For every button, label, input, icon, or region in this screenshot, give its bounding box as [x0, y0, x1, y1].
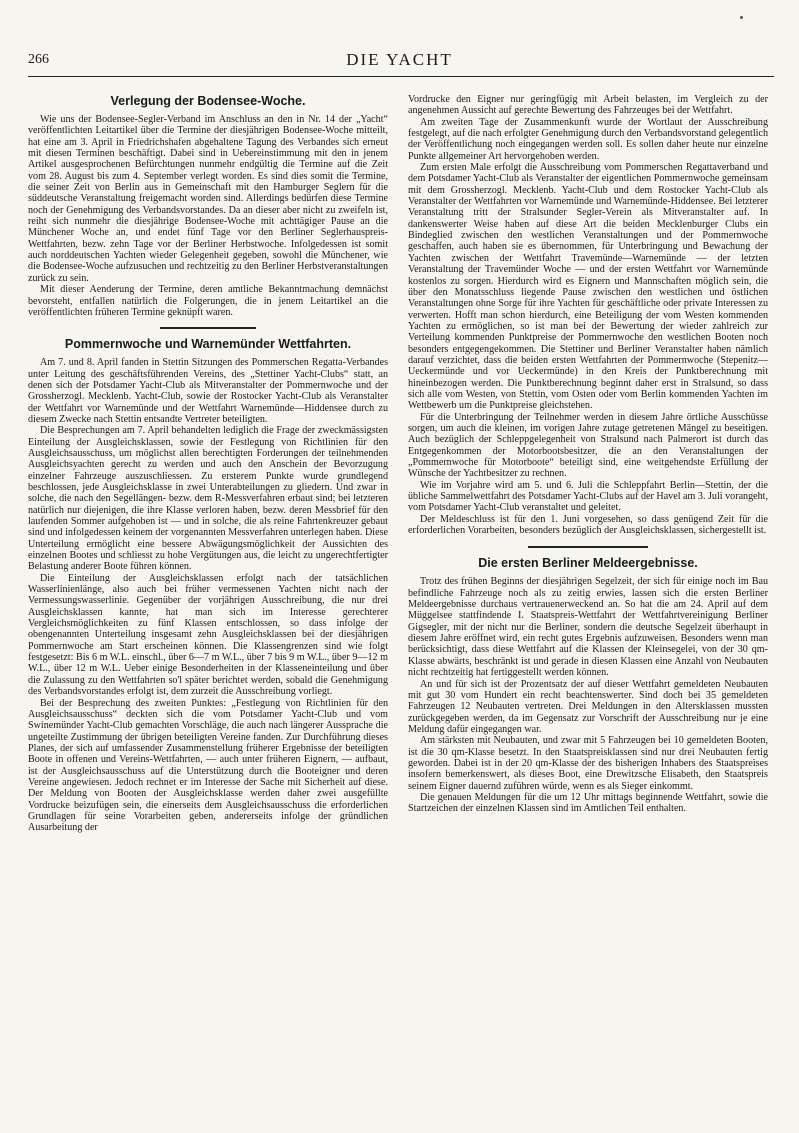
- journal-title: DIE YACHT: [346, 50, 453, 69]
- article-paragraph: Vordrucke den Eigner nur geringfügig mit Arbeit belasten, im Vergleich zu der angenehmen Aussicht auf gerechte Bewertung des Fahrzeuges bei der Wettfahrt.: [408, 94, 768, 117]
- article-title-pommernwoche: Pommernwoche und Warnemünder Wettfahrten.: [64, 337, 352, 352]
- article-paragraph: Am zweiten Tage der Zusammenkunft wurde der Wortlaut der Ausschreibung festgelegt, auf die nach erfolgter Genehmigung durch den Verbandsvorstand gelegentlich der Veröffentlichung noch eingegangen werden soll. Es sollen daher heute nur einzelne Punkte allgemeiner Art hervorgehoben werden.: [408, 116, 768, 162]
- article-paragraph: Für die Unterbringung der Teilnehmer werden in diesem Jahre örtliche Ausschüsse sorgen, um auch die kleinen, im vorigen Jahre zutage getretenen Mängel zu beseitigen. Auch bezüglich der Schleppgelegenheit von Stralsund nach Palmerort ist durch das Entgegenkommen der Motorbootsbesitzer, die an den Veranstaltungen der „Pommernwoche für Motorboote“ beteiligt sind, eine weitgehendste Erfüllung der Wünsche der Yachtbesitzer zu rechnen.: [408, 411, 768, 480]
- article-paragraph: Am stärksten mit Neubauten, und zwar mit 5 Fahrzeugen bei 10 gemeldeten Booten, ist die 30 qm-Klasse besetzt. In den Staatspreisklassen sind nur drei Neubauten fertig geworden. Dabei ist in der 20 qm-Klasse der des bisherigen Inhabers des Staatspreises insofern bemerkenswert, als dieses Boot, eine Drewitzsche Elisabeth, den Staatspreis seinem Eigner dauernd zuführen würde, wenn es als Sieger einkommt.: [408, 735, 768, 792]
- right-column: [408, 94, 768, 1124]
- article-paragraph: Wie uns der Bodensee-Segler-Verband im Anschluss an den in Nr. 14 der „Yacht“ veröffentlichten Leitartikel über die Termine der diesjährigen Bodensee-Woche mitteilt, hat eine am 3. April in Friedrichshafen abgehaltene Tagung des Verbandes sich erneut mit diesen Terminen beschäftigt. Dabei sind in Uebereinstimmung mit den in jenem Artikel ausgesprochenen Befürchtungen nunmehr endgültig die Termine auf die Zeit vom 28. August bis zum 4. September verlegt worden. Es sind dies somit die Termine, die seiner Zeit von Berlin aus in Gemeinschaft mit den Hamburger Seglern für die süddeutsche Veranstaltung freigemacht worden sind. Allerdings bedürfen diese Termine noch der Genehmigung des Verbandsvorstandes. Da an dieser aber nicht zu zweifeln ist, reiht sich nunmehr die diesjährige Bodensee-Woche mit achttägiger Pause an die Münchener Woche an, und endet fünf Tage vor den Berliner Seglerhauspreis-Wettfahrten, bezw. zehn Tage vor der Berliner Herbstwoche. Infolgedessen ist somit auch norddeutschen Yachten wieder Gelegenheit gegeben, sowohl die Münchener, wie die Bodensee-Woche aufzusuchen und rechtzeitig zu den Berliner Herbstveranstaltungen zurück zu sein.: [28, 114, 388, 284]
- print-speck: [740, 16, 743, 19]
- article-paragraph: Wie im Vorjahre wird am 5. und 6. Juli die Schleppfahrt Berlin—Stettin, der die übliche Sammelwettfahrt des Potsdamer Yacht-Clubs auf der Havel am 3. Juli vorangeht, vom Potsdamer Yacht-Club veranstaltet und geleitet.: [408, 479, 768, 514]
- article-paragraph: An und für sich ist der Prozentsatz der auf dieser Wettfahrt gemeldeten Neubauten mit gut 30 vom Hundert ein recht beachtenswerter. Sind doch bei 35 gemeldeten Fahrzeugen 12 Neubauten vertreten. Drei Meldungen in den Altersklassen mussten zurückgegeben werden, da im Gegensatz zur Vorschrift der Ausschreibung nur je eine Meldung dafür eingegangen war.: [408, 678, 768, 735]
- article-paragraph: Bei der Besprechung des zweiten Punktes: „Festlegung von Richtlinien für den Ausgleichsausschuss“ deckten sich die vom Potsdamer Yacht-Club und vom Swinemünder Yacht-Club gemachten Vorschläge, die auch nach längerer Aussprache die ungeteilte Zustimmung der übrigen beteiligten Vereine fanden. Zur Durchführung dieses Planes, der sich auf umfassender Zusammenstellung früherer Ergebnisse der beteiligten Boote in offenen und Vereins-Wettfahrten, — auch unter früheren Eignern, — aufbaut, ist der Ausgleichsausschuss auf die Unterstützung durch die Booteigner und deren Vereine angewiesen. Jedoch rechnet er im Interesse der Sache mit Sicherheit auf diese. Der Meldung von Booten der Ausgleichsklasse werden daher zwei ausgefüllte Vordrucke beizufügen sein, die einerseits dem Ausgleichsausschuss die erforderlichen Grundlagen für seine Vorarbeiten geben, andererseits infolge der gründlichen Ausarbeitung der: [28, 697, 388, 834]
- article-paragraph: Die Einteilung der Ausgleichsklassen erfolgt nach der tatsächlichen Wasserlinienlänge, also auch bei früher vermessenen Yachten nicht nach der Vermessungswasserlinie. Gegenüber der vorjährigen Ausschreibung, die nur drei Ausgleichsklassen kannte, hat man sich im Interesse gerechterer Vergleichsmöglichkeiten zu fünf Klassen entschlossen, so dass infolge der obengenannten Unterteilung insgesamt zehn Ausgleichsklassen bei der diesjährigen Pommernwoche am Start erscheinen können. Die Klassengrenzen sind wie folgt festgesetzt: Bis 6 m W.L. einschl., über 6—7 m W.L., über 7 bis 9 m W.L., über 9—12 m W.L., über 12 m W.L. Ueber einige Besonderheiten in der Klasseneinteilung und über die Zulassung zu den Wettfahrten so'l später berichtet werden, sobald die Genehmigung des Verbandsvorstandes erfolgt ist, dem zurzeit die Ausschreibung vorliegt.: [28, 572, 388, 698]
- page-number: 266: [28, 52, 49, 67]
- section-divider: [528, 546, 648, 548]
- article-title-meldeergebnisse: Die ersten Berliner Meldeergebnisse.: [478, 556, 698, 571]
- article-paragraph: Trotz des frühen Beginns der diesjährigen Segelzeit, der sich für einige noch im Bau befindliche Fahrzeuge noch als zu zeitig erwies, lassen sich die ersten Berliner Meldeergebnisse durchaus vertrauenerweckend an. So hat die am 24. April auf dem Müggelsee stattfindende I. Staatspreis-Wettfahrt der Wettfahrtvereinigung Berliner Gigsegler, mit der nicht nur die Berliner, sondern die deutsche Segelzeit überhaupt in diesem Jahre eröffnet wird, ein recht gutes Ergebnis aufzuweisen. Besonders wenn man berücksichtigt, dass diese Wettfahrt auf die Klassen der Kleinsegelei, von der 30 qm-Klasse abwärts, beschränkt ist und gerade in diesen Klassen eine Anzahl von Neubauten nicht rechtzeitig hat fertiggestellt werden können.: [408, 576, 768, 679]
- section-divider: [160, 327, 256, 329]
- article-paragraph: Der Meldeschluss ist für den 1. Juni vorgesehen, so dass genügend Zeit für die erforderlichen Vorarbeiten, besonders bezüglich der Ausgleichsklassen, sichergestellt ist.: [408, 513, 768, 537]
- article-paragraph: Die Besprechungen am 7. April behandelten lediglich die Frage der zweckmässigsten Einteilung der Ausgleichsklassen, sowie der Festlegung von Richtlinien für den Ausgleichsausschuss, um möglichst allen berechtigten Forderungen der teilnehmenden Ausgleichsyachten gerecht zu werden und auch den Anschein der Bevorzugung einzelner Fahrzeuge auszuschliessen. Zu ersterem Punkte wurde grundlegend beschlossen, jede Ausgleichsklasse in zwei Unterabteilungen zu gliedern. Und zwar in solche, die nach den Segellängen- bezw. dem R-Messverfahren erbaut sind; bei letzteren natürlich nur diejenigen, die ihre Klasse verloren haben, bezw. deren Messbrief für den laufenden Sommer aufgehoben ist — und in solche, die als reine Fahrtenkreuzer gebaut sind und infolgedessen keinem der vorgenannten Messverfahren unterlegen haben. Diese Unterteilung ermöglicht eine bessere Abwägungsmöglichkeit der Aussichten des einzelnen Bootes und schliesst zu hohe Vergütungen aus, die leicht zu ungerechtfertigter Belastung anderer Boote führen können.: [28, 425, 388, 573]
- left-column: [28, 90, 388, 1120]
- article-title-bodensee: Verlegung der Bodensee-Woche.: [110, 94, 306, 108]
- header-rule: [28, 76, 774, 77]
- article-paragraph: Die genauen Meldungen für die um 12 Uhr mittags beginnende Wettfahrt, sowie die Startzeichen der einzelnen Klassen sind im Amtlichen Teil enthalten.: [408, 791, 768, 815]
- article-paragraph: Zum ersten Male erfolgt die Ausschreibung vom Pommerschen Regattaverband und dem Potsdamer Yacht-Club als Veranstalter der eigentlichen Pommernwoche gemeinsam mit dem Grossherzogl. Mecklenb. Yacht-Club und dem Rostocker Yacht-Club als Veranstalter der Wettfahrten vor Warnemünde und Warnemünde-Hiddensee. Bei letzterer Veranstaltung tritt der Stralsunder Segler-Verein als Mitveranstalter auf. In dankenswerter Weise haben auf diese Art die beiden Mecklenburger Clubs ein Bindeglied zwischen den westlichen Veranstaltungen und der Pommernwoche geschaffen, auch haben sie es übernommen, für Unterbringung und Bewachung der Yachten zwischen der Wettfahrt Travemünde—Warnemünde — der letzten Veranstaltung der Travemünder Woche — und der ersten Wettfahrt vor Warnemünde kostenlos zu sorgen. Hierdurch wird es Eignern und Mannschaften möglich sein, die über den Monatsschluss liegende Pause zwischen den westlichen und östlichen Veranstaltungen ohne Sorge für ihre Yachten für geschäftliche oder private Interessen zu verwerten. Hofft man schon hierdurch, eine Beteiligung der vom Westen kommenden Yachten zu ermöglichen, so ist man bei der Bewertung der wieder zahlreich zur Verteilung kommenden Punktpreise der Pommernwoche den westlichen Booten noch besonders entgegengekommen. Die Stettiner und Berliner Veranstalter haben nämlich darauf verzichtet, dass die beiden ersten Wettfahrten der Pommernwoche (Stepenitz—Ueckermünde und vor Ueckermünde) in den Kreis der Punktberechnung mit hineinbezogen werden. Die Punktberechnung beginnt daher erst in Stralsund, so dass sich alle vom Westen, von Stettin, vom Osten oder vom Berlin kommenden Yachten im Wettbewerb um die Punktpreise gleichstehen.: [408, 162, 768, 412]
- article-paragraph: Am 7. und 8. April fanden in Stettin Sitzungen des Pommerschen Regatta-Verbandes unter Leitung des geschäftsführenden Vereins, des „Stettiner Yacht-Clubs“ statt, an denen sich der Potsdamer Yacht-Club als Mitveranstalter der Pommernwoche und der Grossherzogl. Mecklenb. Yacht-Club, sowie der Rostocker Yacht-Club als Veranstalter der Wettfahrt vor Warnemünde und der Wettfahrt Warnemünde—Hiddensee durch zu diesem Zwecke nach Stettin entsandte Vertreter beteiligten.: [28, 357, 388, 425]
- article-paragraph: Mit dieser Aenderung der Termine, deren amtliche Bekanntmachung demnächst bevorsteht, entfallen natürlich die Folgerungen, die in jenem Leitartikel an die veröffentlichten früheren Termine geknüpft waren.: [28, 284, 388, 318]
